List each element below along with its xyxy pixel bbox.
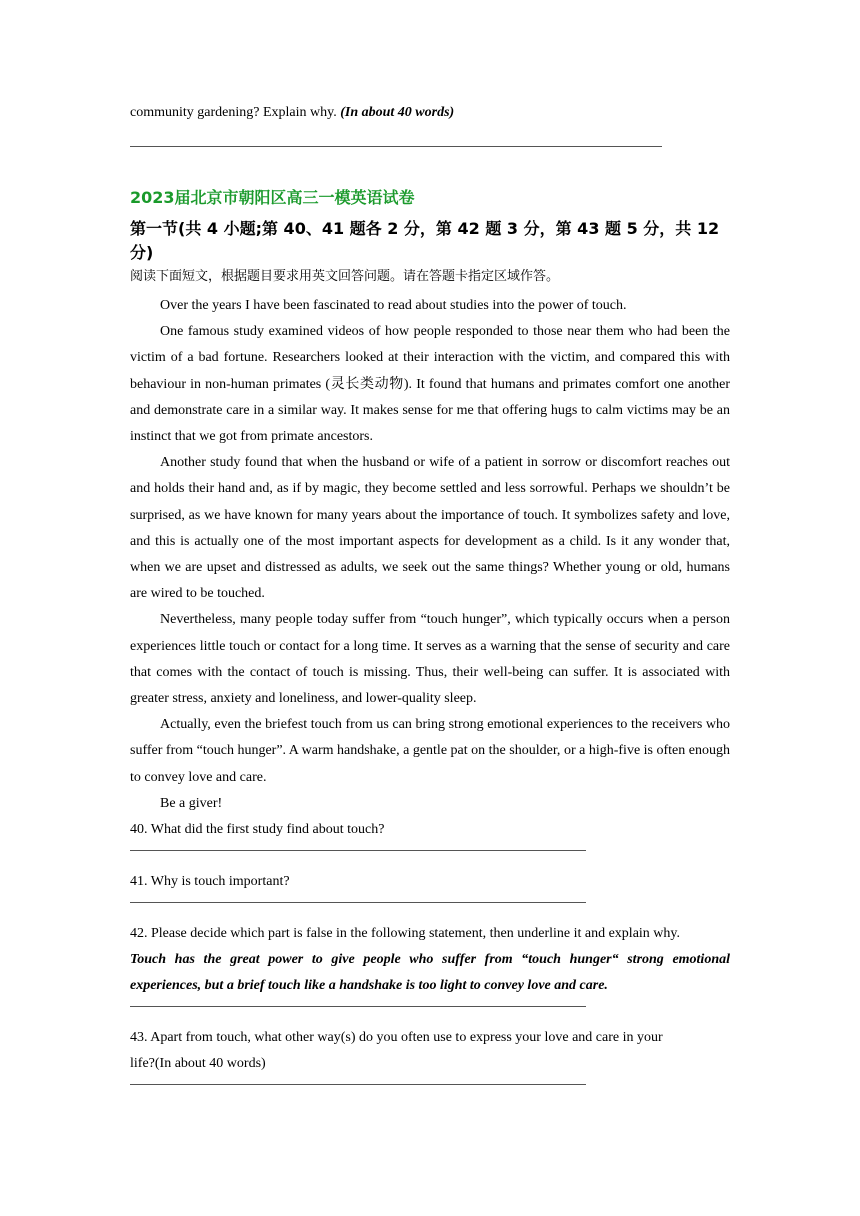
previous-question-text: community gardening? Explain why. bbox=[130, 105, 341, 120]
exam-title: 2023届北京市朝阳区高三一模英语试卷 bbox=[130, 188, 415, 207]
previous-question-hint: (In about 40 words) bbox=[340, 105, 455, 120]
question-40: 40. What did the first study find about touch? bbox=[130, 822, 385, 838]
instructions: 阅读下面短文，根据题目要求用英文回答问题。请在答题卡指定区域作答。 bbox=[130, 269, 560, 284]
question-42: 42. Please decide which part is false in the following statement, then underline it and explain why. bbox=[130, 926, 680, 942]
answer-slot-41 bbox=[130, 895, 730, 921]
question-42-statement: Touch has the great power to give people who suffer from “touch hunger“ strong emotional experiences, but a brief touch like a handshake is too light to convey love and care. bbox=[130, 952, 730, 994]
question-43-line1: 43. Apart from touch, what other way(s) do you often use to express your love and care in your bbox=[130, 1030, 663, 1046]
answer-line-42[interactable] bbox=[130, 1006, 586, 1007]
answer-line-40[interactable] bbox=[130, 850, 586, 851]
passage-paragraph: Actually, even the briefest touch from us can bring strong emotional experiences to the receivers who suffer from “touch hunger”. A warm handshake, a gentle pat on the shoulder, or a high-five is often enough to convey love and care. bbox=[130, 717, 730, 785]
document-page bbox=[130, 100, 730, 1103]
passage-paragraph: Over the years I have been fascinated to read about studies into the power of touch. bbox=[160, 298, 627, 313]
passage bbox=[130, 293, 730, 817]
section-heading: 第一节(共 4 小题;第 40、41 题各 2 分，第 42 题 3 分，第 43 题 5 分，共 12 分) bbox=[130, 219, 720, 262]
passage-paragraph: Another study found that when the husband or wife of a patient in sorrow or discomfort reaches out and holds their hand and, as if by magic, they become settled and less sorrowful. Perhaps we shouldn’t be surprised, as we have known for many years about the importance of touch. It symbolizes safety and love, and this is actually one of the most important aspects for development as a child. Is it any wonder that, when we are upset and distressed as adults, we seek out the same things? Whether young or old, humans are wired to be touched. bbox=[130, 455, 730, 602]
answer-slot-42 bbox=[130, 999, 730, 1025]
previous-question-tail bbox=[130, 100, 730, 126]
question-41: 41. Why is touch important? bbox=[130, 874, 290, 890]
answer-line-41[interactable] bbox=[130, 902, 586, 903]
passage-paragraph: One famous study examined videos of how people responded to those near them who had been the victim of a bad fortune. Researchers looked at their interaction with the victim, and compared this with behaviour in non-human primates (灵长类动物). It found that humans and primates comfort one another and demonstrate care in a similar way. It makes sense for me that offering hugs to calm victims may be an instinct that we got from primate ancestors. bbox=[130, 324, 730, 445]
answer-slot-43 bbox=[130, 1077, 730, 1103]
passage-paragraph: Nevertheless, many people today suffer from “touch hunger”, which typically occurs when a person experiences little touch or contact for a long time. It serves as a warning that the sense of security and care that comes with the contact of touch is missing. Thus, their well-being can suffer. It is associated with greater stress, anxiety and loneliness, and lower-quality sleep. bbox=[130, 612, 730, 707]
passage-paragraph: Be a giver! bbox=[160, 795, 223, 811]
answer-slot-40 bbox=[130, 843, 730, 869]
question-43-line2: life?(In about 40 words) bbox=[130, 1056, 266, 1072]
answer-line-43[interactable] bbox=[130, 1084, 586, 1085]
